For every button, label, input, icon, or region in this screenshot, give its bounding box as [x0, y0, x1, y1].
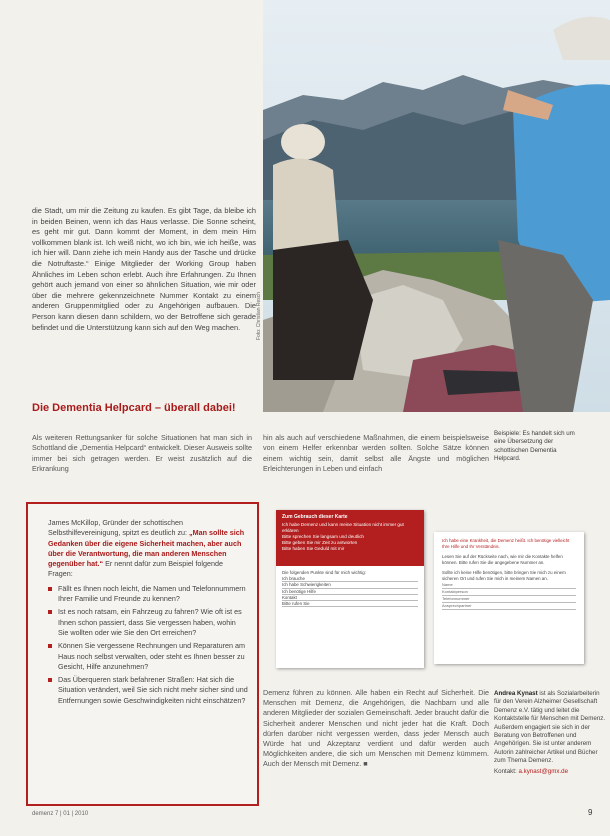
body-column-1: Als weiteren Rettungsanker für solche Situationen hat man sich in Schottland die „Dementia Helpcard“ entwickelt. Dieser Ausweis sollte immer bei sich getragen werden. Er weist zusätzlich auf die Erkrankung: [32, 433, 252, 474]
section-heading: Die Dementia Helpcard – überall dabei!: [32, 402, 236, 414]
helpcard-front-list: [282, 522, 418, 552]
list-item: Das Überqueren stark befahrener Straßen: Hat sich die Situation verändert, weil Sie sich nicht mehr sicher sind und Entfernungen sowie Geschwindigkeiten nicht einschätzen?: [48, 675, 248, 706]
footer-issue: demenz 7 | 01 | 2010: [32, 811, 89, 817]
page-number: 9: [588, 808, 593, 817]
caption-sidebar: Beispiele: Es handelt sich um eine Übersetzung der schottischen Dementia Helpcard.: [494, 430, 575, 463]
helpcard-front-body-label: Die folgenden Punkte sind für mich wichtig:: [282, 570, 366, 575]
author-box: [494, 690, 608, 776]
helpcard-back-text: Lesen Sie auf der Rückseite nach, wie mir die Kontakte helfen können. Bitte rufen Sie die angegebene Nummer an.: [442, 554, 563, 565]
author-name: Andrea Kynast: [494, 690, 538, 697]
form-line: Ich brauche: [282, 576, 418, 582]
continuation-paragraph: Demenz führen zu können. Alle haben ein Recht auf Sicherheit. Die Menschen mit Demenz, die Angehörigen, die Nachbarn und alle anderen Mitglieder der sozialen Gemeinschaft. Jeder braucht dafür die Sicherheit anderer Menschen und nicht jeder hat die Kraft. Doch dürfen darüber nicht vergessen werden, dass jeder Mensch auch Würde hat und Akzeptanz verdient und dafür werden auch Möglichkeiten andere, die sich um Menschen mit Demenz kümmern. Auch der Mensch mit Demenz. ■: [263, 688, 489, 769]
form-line: Ich habe Schwierigkeiten: [282, 582, 418, 588]
form-line: Ansprechpartner: [442, 603, 576, 610]
hiking-photo: [263, 0, 610, 412]
quote-box: [26, 502, 259, 806]
form-line: Name: [442, 582, 576, 589]
helpcard-front-body: [276, 566, 424, 611]
quote-box-content: [48, 518, 248, 709]
mountain-scene-image: [263, 0, 610, 412]
helpcard-front-title: Zum Gebrauch dieser Karte: [282, 514, 348, 520]
photo-credit: Foto: Christian Resch: [256, 291, 262, 340]
author-email-link[interactable]: a.kynast@gmx.de: [518, 767, 569, 775]
list-item: Bitte sprechen Sie langsam und deutlich: [282, 534, 364, 539]
list-item: Können Sie vergessene Rechnungen und Reparaturen am Haus noch selbst verwalten, oder steht es Ihnen besser zu Gesicht, Hilfe anzunehmen?: [48, 641, 248, 672]
helpcard-back: [434, 532, 584, 664]
form-line: Kontaktperson: [442, 589, 576, 596]
form-line: Ich benötige Hilfe: [282, 589, 418, 595]
helpcard-front-header: [276, 510, 424, 566]
list-item: Bitte haben Sie Geduld mit mir: [282, 546, 345, 551]
list-item: Ist es noch ratsam, ein Fahrzeug zu fahren? Wie oft ist es Ihnen schon passiert, dass Sie vergessen haben, wohin Sie wollten oder wie Sie den Ort erreichen?: [48, 607, 248, 638]
author-bio: ist als Sozialarbeiterin für den Verein Alzheimer Gesellschaft Demenz e.V. tätig und leitet die Kontaktstelle für Menschen mit Demenz. Außerdem engagiert sie sich in der Beratung von Betroffenen und Angehörigen. Sie ist unter anderem Autorin zahlreicher Artikel und Bücher zum Thema Demenz.: [494, 690, 606, 765]
helpcard-front: [276, 510, 424, 668]
form-line: Telefonnummer: [442, 596, 576, 603]
intro-paragraph: die Stadt, um mir die Zeitung zu kaufen. Es gibt Tage, da bleibe ich in beiden Beinen, wenn ich das Haus verlasse. Die Sonne scheint, es geht mir gut. Dann kommt der Moment, in dem mein Hirn vollkommen blank ist. Ich weiß nicht, wo ich bin, wie ich heiße, was ich hier will. Dann ziehe ich mein Handy aus der Tasche und drücke die Notruftaste.“ Einige Mitglieder der Working Group haben Ähnliches im Leben schon erlebt. Auch ihre Erfahrungen. Zu Ihnen gehört auch jemand von einer so ähnlichen Situation, wie mir oder über die mehrere gekennzeichnete Nummer Kontakt zu einem anderen Gruppenmitglied oder zu Angehörigen aufbauen. Die Person kann diesen dann schildern, wo der Betroffene sich gerade befindet und die Unterstützung kann sich auf den Weg machen.: [32, 206, 256, 332]
helpcard-illustration: [268, 504, 590, 674]
question-list: [48, 584, 248, 706]
form-line: Kontakt: [282, 595, 418, 601]
author-contact-label: Kontakt:: [494, 767, 517, 775]
helpcard-back-intro: Ich habe eine Krankheit, die Demenz heißt. Ich benötige vielleicht Ihre Hilfe und Ihr Verständnis.: [442, 538, 570, 549]
list-item: Fällt es Ihnen noch leicht, die Namen und Telefonnummern Ihrer Familie und Freunde zu kennen?: [48, 584, 248, 605]
quote-box-quote: „Man sollte sich Gedanken über die eigene Sicherheit machen, aber auch über die Verantwortung, die man anderen Menschen gegenüber hat.“: [48, 528, 245, 569]
body-column-2: hin als auch auf verschiedene Maßnahmen, die einem beispielsweise von einem Helfer erkennbar werden sollten. Solche Sätze können einem wichtig sein, damit selbst alle Ängste und möglichen Erleichterungen in Leben und einfach: [263, 433, 489, 474]
list-item: Ich habe Demenz und kann meine Situation nicht immer gut erklären: [282, 522, 404, 533]
quote-box-lead: Er nennt dafür zum Beispiel folgende Fragen:: [48, 559, 223, 579]
quote-box-intro: James McKillop, Gründer der schottischen Selbsthilfevereinigung, spitzt es deutlich zu:: [48, 518, 188, 538]
form-line: Bitte rufen Sie: [282, 601, 418, 607]
helpcard-back-note: Sollte ich keine Hilfe benötigen, bitte bringen Sie mich zu einem sicheren Ort und rufen Sie mich in meinem Namen an.: [442, 570, 566, 581]
list-item: Bitte geben Sie mir Zeit zu antworten: [282, 540, 358, 545]
